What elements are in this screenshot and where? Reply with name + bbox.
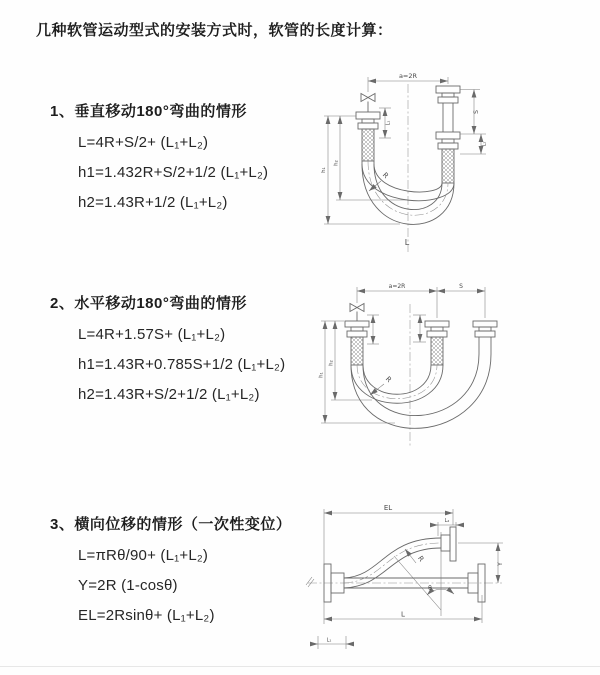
hose-u-bends bbox=[351, 354, 491, 428]
section-lateral-displacement bbox=[50, 515, 291, 625]
dim-label-el: EL bbox=[383, 504, 393, 512]
left-flange bbox=[345, 321, 369, 365]
formula-line: L=4R+S/2+ (L₁+L₂) bbox=[78, 134, 209, 151]
dim-label-h2: h₂ bbox=[328, 360, 335, 366]
dim-label-s: S bbox=[459, 283, 463, 290]
dim-label-h1: h₁ bbox=[321, 167, 327, 173]
right-flange-moved bbox=[473, 321, 497, 354]
braid-section bbox=[351, 337, 363, 365]
dim-h1 bbox=[318, 321, 395, 423]
length-label: L bbox=[404, 238, 410, 247]
theta-construction bbox=[394, 532, 454, 616]
right-flange-lower bbox=[436, 132, 460, 183]
dim-l2 bbox=[430, 522, 464, 536]
formula-line: L=4R+1.57S+ (L₁+L₂) bbox=[78, 326, 226, 343]
braid-section bbox=[362, 129, 374, 161]
section-horizontal-movement bbox=[50, 294, 285, 404]
braid-section bbox=[442, 149, 454, 183]
radius-label: R bbox=[415, 554, 426, 564]
valve-icon bbox=[361, 94, 375, 113]
page-edge-line bbox=[0, 666, 600, 667]
formula-line: h1=1.432R+S/2+1/2 (L₁+L₂) bbox=[78, 164, 269, 181]
page-title: 几种软管运动型式的安装方式时，软管的长度计算： bbox=[36, 22, 393, 39]
formula-line: EL=2Rsinθ+ (L₁+L₂) bbox=[78, 607, 215, 624]
formula-line: h2=1.43R+S/2+1/2 (L₁+L₂) bbox=[78, 386, 260, 403]
dim-a-2r bbox=[357, 287, 485, 318]
dim-l bbox=[324, 595, 482, 623]
theta-label: θ bbox=[428, 585, 432, 592]
right-flange-upper bbox=[436, 86, 460, 132]
dim-label-s: S bbox=[473, 110, 480, 114]
break-mark bbox=[306, 577, 314, 587]
dim-label-a2r: a=2R bbox=[398, 72, 418, 80]
dim-label-h1: h₁ bbox=[318, 372, 325, 378]
diagram-horizontal-180-bend bbox=[300, 278, 590, 470]
radius-leader bbox=[369, 181, 381, 191]
diagram-vertical-180-bend bbox=[300, 68, 590, 258]
radius-label: R bbox=[380, 171, 390, 181]
formula-line: h1=1.43R+0.785S+1/2 (L₁+L₂) bbox=[78, 356, 286, 373]
dim-label-l1: L₁ bbox=[385, 120, 392, 126]
dim-label-h2: h₂ bbox=[333, 160, 340, 166]
upper-flange bbox=[441, 527, 456, 561]
braid-section bbox=[431, 337, 443, 365]
dim-label-l: L bbox=[401, 610, 405, 619]
dim-label-l2: L₂ bbox=[444, 518, 450, 524]
formula-line: Y=2R (1-cosθ) bbox=[78, 577, 178, 594]
section-vertical-movement bbox=[50, 102, 268, 212]
dim-label-a2r: a=2R bbox=[388, 283, 406, 290]
formula-line: L=πRθ/90+ (L₁+L₂) bbox=[78, 547, 209, 564]
valve-icon bbox=[350, 304, 364, 322]
formula-line: h2=1.43R+1/2 (L₁+L₂) bbox=[78, 194, 228, 211]
dim-label-y: Y bbox=[497, 562, 504, 566]
section-1-heading: 1、垂直移动180°弯曲的情形 bbox=[50, 103, 247, 120]
middle-flange bbox=[425, 321, 449, 365]
radius-label: R bbox=[383, 375, 393, 385]
section-3-heading: 3、横向位移的情形（一次性变位） bbox=[50, 516, 292, 533]
diagram-lateral-displacement bbox=[296, 498, 596, 653]
dim-el bbox=[324, 509, 453, 624]
dim-label-l1: L₁ bbox=[326, 637, 332, 644]
hose-displaced-position bbox=[344, 538, 441, 588]
fitting-dim-left bbox=[367, 315, 379, 344]
left-flange bbox=[356, 112, 380, 161]
fitting-dim-middle bbox=[413, 315, 426, 342]
section-2-heading: 2、水平移动180°弯曲的情形 bbox=[50, 295, 247, 312]
dim-label-l2: L₂ bbox=[481, 141, 488, 147]
dim-l1 bbox=[310, 636, 354, 649]
